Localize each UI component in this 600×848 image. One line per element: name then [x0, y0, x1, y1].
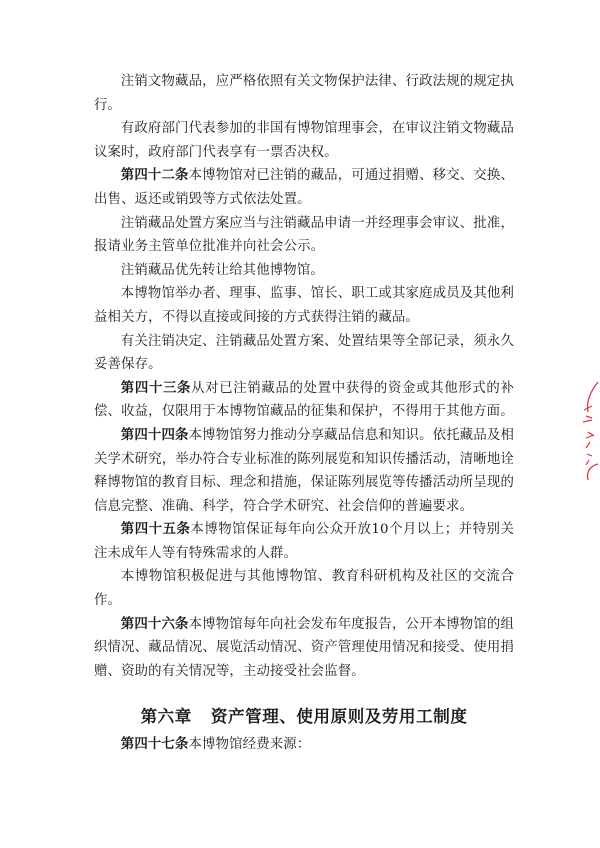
- article-number: 第四十四条: [120, 426, 189, 443]
- chapter-name: 资产管理、使用原则及劳用工制度: [210, 707, 468, 726]
- article-number: 第四十六条: [120, 615, 189, 632]
- article-42: 第四十二条本博物馆对已注销的藏品，可通过捐赠、移交、交换、出售、返还或销毁等方式依法处置。: [94, 167, 514, 207]
- article-number: 第四十三条: [120, 379, 192, 396]
- chapter-heading: [94, 705, 514, 729]
- article-number: 第四十五条: [120, 521, 191, 538]
- chapter-number: 第六章: [140, 707, 192, 726]
- article-number: 第四十七条: [120, 736, 189, 752]
- paragraph-4: 注销藏品处置方案应当与注销藏品申请一并经理事会审议、批准，报请业务主管单位批准并向社会公示。: [94, 215, 514, 255]
- article-47: 第四十七条本博物馆经费来源：: [120, 736, 311, 752]
- article-43: 第四十三条从对已注销藏品的处置中获得的资金或其他形式的补偿、收益，仅限用于本博物馆藏品的征集和保护，不得用于其他方面。: [94, 379, 515, 420]
- article-46: 第四十六条本博物馆每年向社会发布年度报告，公开本博物馆的组织情况、藏品情况、展览活动情况、资产管理使用情况和接受、使用捐赠、资助的有关情况等，主动接受社会监督。: [94, 615, 514, 679]
- article-47-block: [94, 733, 514, 757]
- chapter-title: [94, 705, 514, 729]
- article-44: 第四十四条本博物馆努力推动分享藏品信息和知识。依托藏品及相关学术研究，举办符合专业标准的陈列展览和知识传播活动，清晰地诠释博物馆的教育目标、理念和措施，保证陈列展览等传播活动所呈现的信息完整、准确、科学，符合学术研究、社会信仰的普遍要求。: [94, 426, 514, 514]
- paragraph-1: 注销文物藏品，应严格依照有关文物保护法律、行政法规的规定执行。: [94, 74, 514, 113]
- article-45: 第四十五条本博物馆保证每年向公众开放10个月以上；并特别关注未成年人等有特殊需求的人群。: [94, 521, 515, 561]
- paragraph-5: 注销藏品优先转让给其他博物馆。: [120, 262, 324, 278]
- paragraph-6: 本博物馆举办者、理事、监事、馆长、职工或其家庭成员及其他利益相关方，不得以直接或间接的方式获得注销的藏品。: [94, 286, 514, 325]
- body-text: [94, 70, 514, 683]
- article-number: 第四十二条: [120, 167, 189, 184]
- paragraph-7: 有关注销决定、注销藏品处置方案、处置结果等全部记录，须永久妥善保存。: [94, 333, 514, 373]
- paragraph-11: 本博物馆积极促进与其他博物馆、教育科研机构及社区的交流合作。: [94, 569, 514, 609]
- paragraph-2: 有政府部门代表参加的非国有博物馆理事会，在审议注销文物藏品议案时，政府部门代表享有一票否决权。: [94, 121, 514, 160]
- seal-stamp-edge: [576, 380, 600, 490]
